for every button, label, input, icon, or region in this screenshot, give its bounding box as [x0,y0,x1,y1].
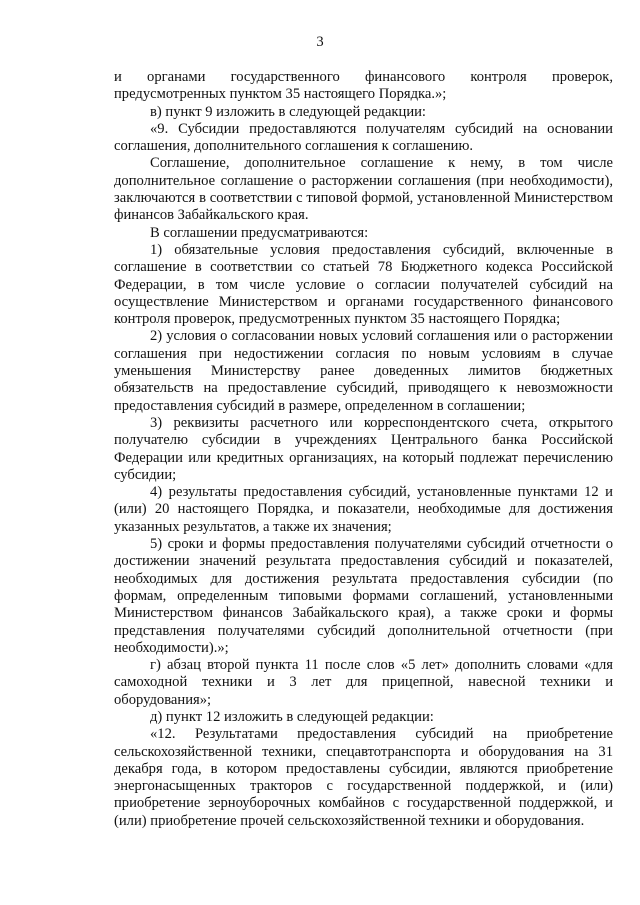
paragraph: 1) обязательные условия предоставления субсидий, включенные в соглашение в соответствии со статьей 78 Бюджетного кодекса Российской Федерации, в том числе условие о согласии получателей субсидий на осуществление Министерством и органами государственного финансового контроля проверок, предусмотренных пунктом 35 настоящего Порядка; [114,241,613,328]
paragraph: в) пункт 9 изложить в следующей редакции: [150,103,426,120]
paragraph: и органами государственного финансового контроля проверок, предусмотренных пунктом 35 настоящего Порядка.»; [114,69,613,103]
paragraph: Соглашение, дополнительное соглашение к нему, в том числе дополнительное соглашение о расторжении соглашения (при необходимости), заключаются в соответствии с типовой формой, установленной Министерством финансов Забайкальского края. [114,155,613,224]
paragraph: 4) результаты предоставления субсидий, установленные пунктами 12 и (или) 20 настоящего Порядка, и показатели, необходимые для достижения указанных результатов, а также их значения; [114,484,613,535]
paragraph: 2) условия о согласовании новых условий соглашения или о расторжении соглашения при недостижении согласия по новым условиям в случае уменьшения Министерству ранее доведенных лимитов бюджетных обязательств на предоставление субсидий, приводящего к невозможности предоставления субсидий в размере, определенном в соглашении; [114,328,613,414]
paragraph: «12. Результатами предоставления субсидий на приобретение сельскохозяйственной техники, спецавтотранспорта и оборудования на 31 декабря года, в котором предоставлены субсидии, являются приобретение энергонасыщенных тракторов с государственной поддержкой, и (или) приобретение зерноуборочных комбайнов с государственной поддержкой, и (или) приобретение прочей сельскохозяйственной техники и оборудования. [114,726,613,829]
paragraph: В соглашении предусматриваются: [150,224,369,241]
paragraph: 3) реквизиты расчетного или корреспондентского счета, открытого получателю субсидии в учреждениях Центрального банка Российской Федерации или кредитных организациях, на который подлежат перечислению субсидии; [114,414,613,483]
paragraph: г) абзац второй пункта 11 после слов «5 лет» дополнить словами «для самоходной техники и 3 лет для прицепной, навесной техники и оборудования»; [114,657,613,708]
paragraph: д) пункт 12 изложить в следующей редакции: [150,708,434,725]
page-number: 3 [316,34,324,50]
paragraph: 5) сроки и формы предоставления получателями субсидий отчетности о достижении значений результата предоставления субсидий и показателей, необходимых для достижения результата предоставления субсидии (по формам, определенным типовыми формами соглашений, установленными Министерством финансов Забайкальского края), а также сроки и формы представления получателями субсидий дополнительной отчетности (при необходимости).»; [114,536,613,656]
document-body [114,69,613,830]
paragraph: «9. Субсидии предоставляются получателям субсидий на основании соглашения, дополнительного соглашения к соглашению. [114,120,613,155]
